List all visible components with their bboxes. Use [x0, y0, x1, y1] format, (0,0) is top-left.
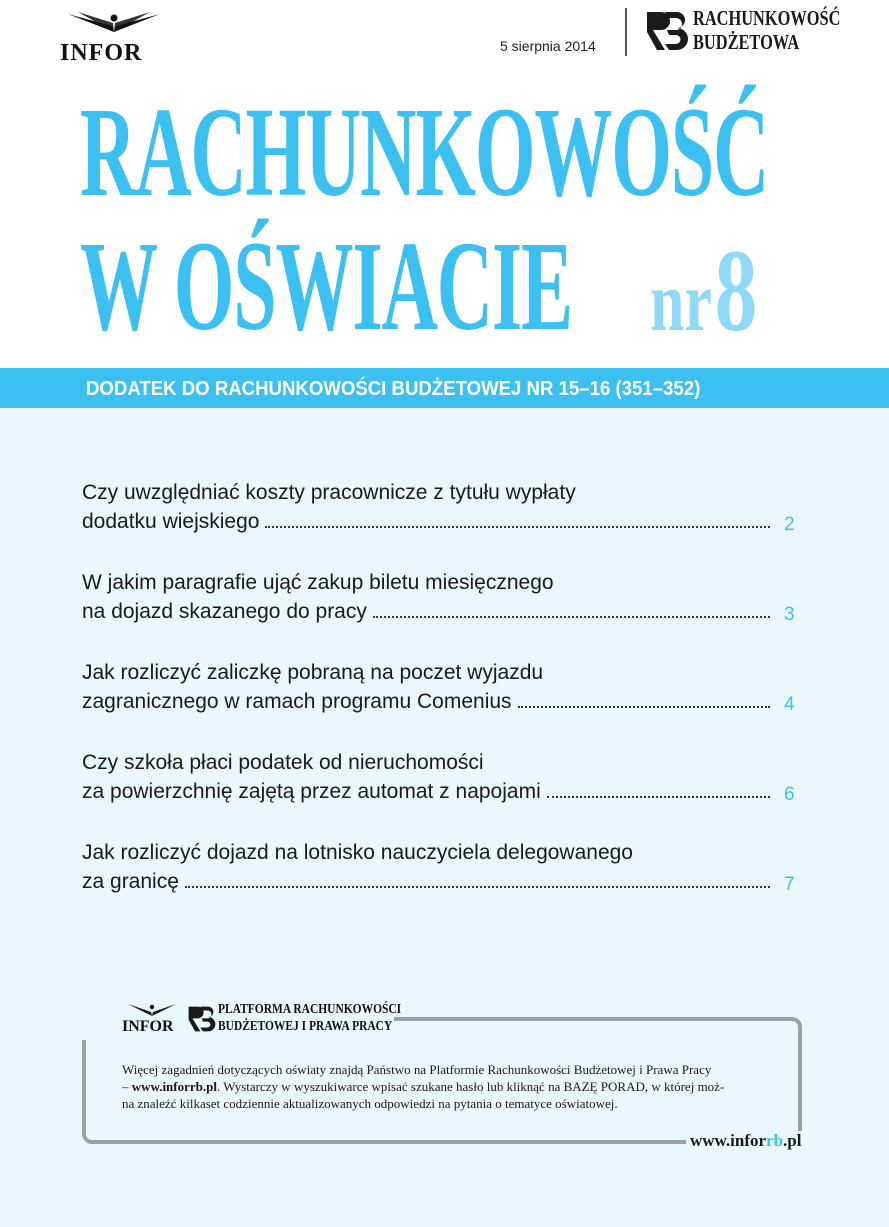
platform-logo	[122, 1002, 402, 1038]
site-highlight: rb	[766, 1131, 784, 1150]
toc-item-line2: na dojazd skazanego do pracy	[82, 600, 367, 623]
toc-leader-dots	[373, 615, 770, 618]
toc-item[interactable]	[82, 838, 802, 896]
toc-item[interactable]	[82, 568, 802, 626]
supplement-band	[0, 368, 889, 408]
infor-bird-icon	[126, 1002, 178, 1018]
site-prefix: www.infor	[690, 1131, 767, 1150]
header-divider	[625, 8, 627, 56]
issue-number	[650, 225, 758, 356]
supplement-band-text: DODATEK DO RACHUNKOWOŚCI BUDŻETOWEJ NR 15–16 (351–352)	[86, 378, 701, 400]
toc-page-number: 7	[784, 874, 795, 895]
promo-text-line2-rest: . Wystarczy w wyszukiwarce wpisać szukane hasło lub kliknąć na BAZĘ PORAD, w której moż-	[216, 1079, 725, 1094]
toc-item[interactable]	[82, 748, 802, 806]
rb-monogram-icon	[186, 1003, 216, 1035]
title-line1: RACHUNKOWOŚĆ	[80, 81, 769, 223]
platform-link[interactable]: www.inforrb.pl	[131, 1079, 217, 1094]
promo-text-line1: Więcej zagadnień dotyczących oświaty znajdą Państwo na Platformie Rachunkowości Budżetowej i Prawa Pracy	[122, 1062, 712, 1077]
toc-leader-dots	[547, 795, 770, 798]
toc-item-line2: za granicę	[82, 870, 179, 893]
title-line2: W OŚWIACIE	[80, 215, 572, 357]
toc-item[interactable]	[82, 658, 802, 716]
infor-bird-icon	[64, 10, 164, 36]
toc-leader-dots	[265, 525, 770, 528]
promo-text-line2	[122, 1078, 782, 1095]
toc-item-line2-row	[82, 597, 772, 626]
toc-item-line2: dodatku wiejskiego	[82, 510, 260, 533]
promo-text-line3: na znaleźć kilkaset codziennie aktualizowanych odpowiedzi na pytania o tematyce oświatowej.	[122, 1096, 618, 1111]
platform-logo-line1: PLATFORMA RACHUNKOWOŚCI	[218, 1002, 402, 1017]
infor-logo	[58, 10, 176, 66]
toc-page-number: 6	[784, 784, 795, 805]
toc-item-line2-row	[82, 687, 772, 716]
issue-digit: 8	[714, 225, 758, 356]
toc-item-line2-row	[82, 777, 772, 806]
brand-line1: RACHUNKOWOŚĆ	[693, 6, 841, 30]
issue-date: 5 sierpnia 2014	[500, 38, 596, 54]
toc-item-line1: Czy uwzględniać koszty pracownicze z tytułu wypłaty	[82, 481, 576, 504]
toc-page-number: 4	[784, 694, 795, 715]
rb-monogram-icon	[643, 8, 689, 54]
issue-prefix: nr	[650, 253, 712, 349]
platform-logo-line2: BUDŻETOWEJ I PRAWA PRACY	[218, 1019, 393, 1034]
toc-item-line1: Jak rozliczyć dojazd na lotnisko nauczyciela delegowanego	[82, 841, 633, 864]
promo-description	[122, 1061, 782, 1112]
rachunkowosc-budzetowa-logo	[643, 6, 843, 58]
toc-item-line2-row	[82, 507, 772, 536]
promo-dash: –	[122, 1079, 132, 1094]
toc-leader-dots	[518, 705, 770, 708]
toc-item[interactable]	[82, 478, 802, 536]
toc-leader-dots	[185, 885, 770, 888]
toc-item-line2: za powierzchnię zajętą przez automat z napojami	[82, 780, 541, 803]
toc-item-line1: W jakim paragrafie ująć zakup biletu miesięcznego	[82, 571, 554, 594]
site-suffix: .pl	[783, 1131, 802, 1150]
infor-wordmark: INFOR	[60, 40, 143, 66]
toc-page-number: 2	[784, 514, 795, 535]
toc-item-line1: Czy szkoła płaci podatek od nieruchomości	[82, 751, 484, 774]
platform-logo-infor: INFOR	[122, 1018, 174, 1035]
toc-item-line1: Jak rozliczyć zaliczkę pobraną na poczet wyjazdu	[82, 661, 544, 684]
toc-item-line2-row	[82, 867, 772, 896]
website-link[interactable]	[686, 1131, 805, 1151]
brand-line2: BUDŻETOWA	[693, 30, 800, 54]
toc-item-line2: zagranicznego w ramach programu Comenius	[82, 690, 512, 713]
toc-page-number: 3	[784, 604, 795, 625]
